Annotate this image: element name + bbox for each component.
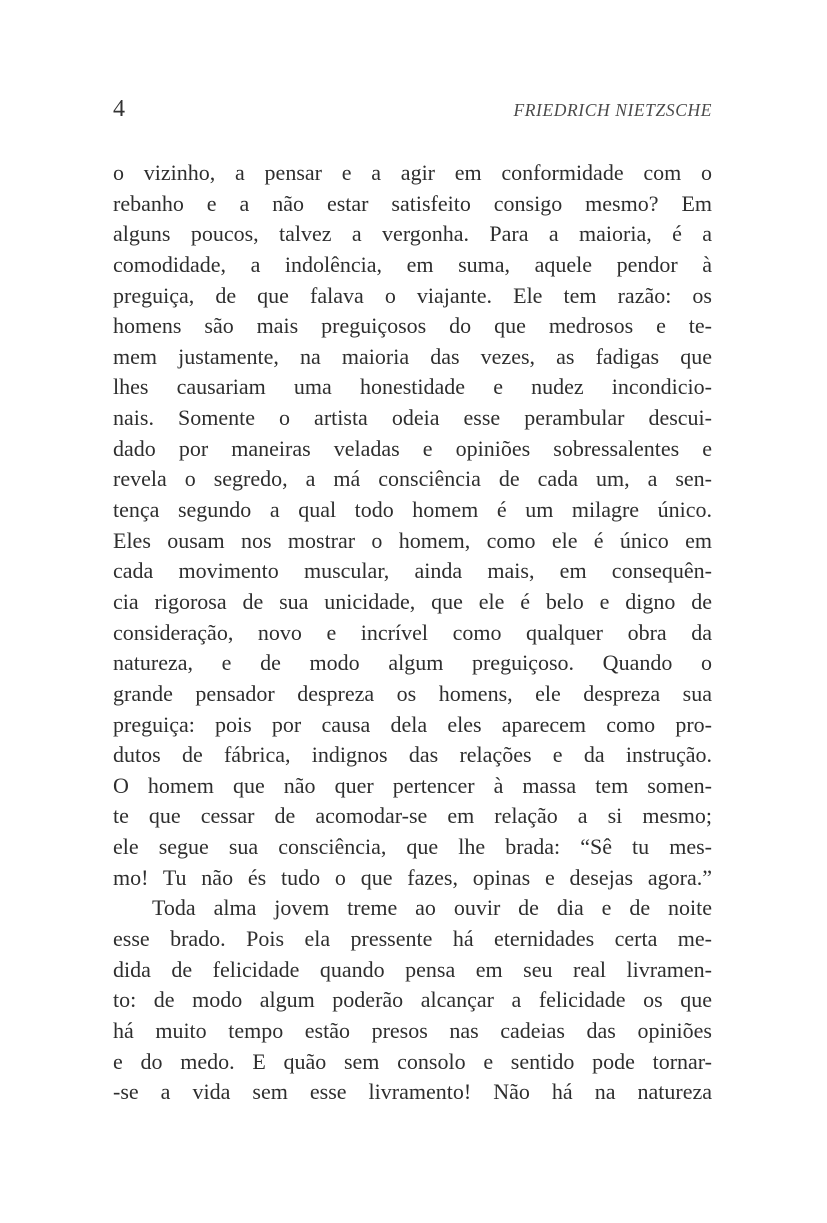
text-line: cia rigorosa de sua unicidade, que ele é belo e digno de <box>113 588 712 614</box>
text-line: to: de modo algum poderão alcançar a felicidade os que <box>113 987 712 1013</box>
running-header <box>113 96 712 123</box>
text-line: lhes causariam uma honestidade e nudez incondicio- <box>113 374 712 400</box>
text-line: esse brado. Pois ela pressente há eternidades certa me- <box>113 926 712 952</box>
text-line: há muito tempo estão presos nas cadeias das opiniões <box>113 1017 712 1043</box>
text-block <box>113 158 712 1108</box>
text-line: natureza, e de modo algum preguiçoso. Quando o <box>113 650 712 676</box>
text-line: preguiça: pois por causa dela eles aparecem como pro- <box>113 711 712 737</box>
text-line: O homem que não quer pertencer à massa tem somen- <box>113 772 712 798</box>
running-head-author: FRIEDRICH NIETZSCHE <box>513 100 712 120</box>
text-line: grande pensador despreza os homens, ele despreza sua <box>113 680 712 706</box>
text-line: nais. Somente o artista odeia esse perambular descui- <box>113 405 712 431</box>
text-line: Toda alma jovem treme ao ouvir de dia e de noite <box>152 895 712 921</box>
paragraph <box>113 158 712 893</box>
text-line: o vizinho, a pensar e a agir em conformidade com o <box>113 160 712 185</box>
text-line: e do medo. E quão sem consolo e sentido pode tornar- <box>113 1048 712 1074</box>
text-line: alguns poucos, talvez a vergonha. Para a maioria, é a <box>113 221 712 247</box>
text-line: te que cessar de acomodar-se em relação a si mesmo; <box>113 803 712 829</box>
page-number: 4 <box>113 96 126 122</box>
text-line: Eles ousam nos mostrar o homem, como ele é único em <box>113 527 712 553</box>
text-line: homens são mais preguiçosos do que medrosos e te- <box>113 313 712 339</box>
text-line: -se a vida sem esse livramento! Não há na natureza <box>113 1079 712 1105</box>
text-line: dutos de fábrica, indignos das relações e da instrução. <box>113 742 712 768</box>
text-line: mo! Tu não és tudo o que fazes, opinas e desejas agora.” <box>113 864 712 890</box>
text-line: dida de felicidade quando pensa em seu real livramen- <box>113 956 712 982</box>
text-line: revela o segredo, a má consciência de cada um, a sen- <box>113 466 712 492</box>
text-line: mem justamente, na maioria das vezes, as fadigas que <box>113 343 712 369</box>
text-line: tença segundo a qual todo homem é um milagre único. <box>113 497 712 523</box>
text-line: comodidade, a indolência, em suma, aquele pendor à <box>113 251 712 277</box>
text-line: consideração, novo e incrível como qualquer obra da <box>113 619 712 645</box>
text-line: rebanho e a não estar satisfeito consigo mesmo? Em <box>113 190 712 216</box>
text-line: cada movimento muscular, ainda mais, em consequên- <box>113 558 712 584</box>
paragraph <box>113 893 712 1107</box>
text-line: dado por maneiras veladas e opiniões sobressalentes e <box>113 435 712 461</box>
text-line: ele segue sua consciência, que lhe brada: “Sê tu mes- <box>113 834 712 860</box>
text-line: preguiça, de que falava o viajante. Ele tem razão: os <box>113 282 712 308</box>
